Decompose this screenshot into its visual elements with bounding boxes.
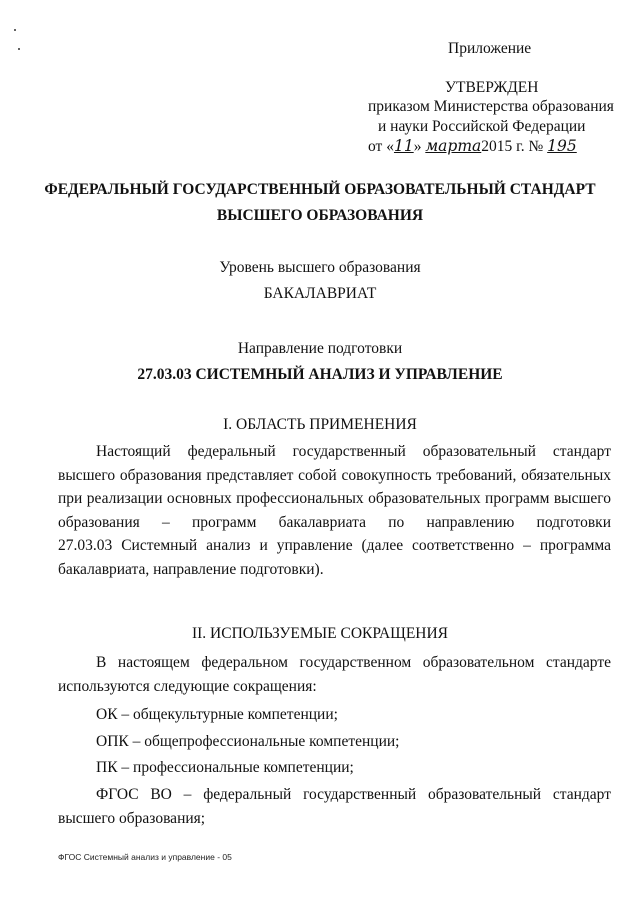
level-value: БАКАЛАВРИАТ (263, 285, 377, 302)
paragraph-line: Настоящий федеральный государственный образовательный стандарт (96, 443, 611, 460)
order-line-1: приказом Министерства образования (368, 98, 614, 115)
date-prefix: от « (368, 138, 394, 155)
abbreviation-item: ОК – общекультурные компетенции; (96, 706, 338, 723)
paragraph-line: высшего образования; (58, 809, 206, 827)
document-title-line-2: ВЫСШЕГО ОБРАЗОВАНИЯ (216, 207, 424, 224)
direction-value: 27.03.03 СИСТЕМНЫЙ АНАЛИЗ И УПРАВЛЕНИЕ (137, 366, 503, 383)
paragraph-line: используются следующие сокращения: (58, 677, 317, 695)
abbreviation-item: ПК – профессиональные компетенции; (96, 759, 354, 776)
scan-speck (14, 29, 16, 31)
date-day-handwritten: 11 (393, 137, 414, 155)
approved-label: УТВЕРЖДЕН (445, 79, 539, 96)
section-2-heading: II. ИСПОЛЬЗУЕМЫЕ СОКРАЩЕНИЯ (191, 625, 449, 642)
paragraph-line: высшего образования представляет собой совокупность требований, обязательных (58, 466, 611, 484)
document-title-line-1: ФЕДЕРАЛЬНЫЙ ГОСУДАРСТВЕННЫЙ ОБРАЗОВАТЕЛЬНЫЙ СТАНДАРТ (44, 181, 596, 198)
date-mid: » (413, 138, 422, 155)
section-1-heading: I. ОБЛАСТЬ ПРИМЕНЕНИЯ (223, 416, 417, 433)
order-line-2: и науки Российской Федерации (378, 118, 586, 135)
paragraph-line: образования – программ бакалавриата по направлению подготовки (58, 513, 611, 531)
section-2-fgos (58, 783, 611, 830)
date-year: 2015 г. № (481, 138, 544, 155)
paragraph-line: бакалавриата, направление подготовки). (58, 560, 324, 578)
section-2-intro (58, 651, 611, 698)
section-1-paragraph (58, 440, 611, 582)
paragraph-line: ФГОС ВО – федеральный государственный образовательный стандарт (96, 786, 611, 803)
level-label: Уровень высшего образования (219, 259, 421, 276)
direction-label: Направление подготовки (237, 340, 403, 357)
paragraph-line: В настоящем федеральном государственном образовательном стандарте (96, 654, 611, 671)
order-number-handwritten: 195 (547, 137, 577, 155)
date-month-handwritten: марта (425, 137, 482, 155)
paragraph-line: 27.03.03 Системный анализ и управление (далее соответственно – программа (58, 537, 611, 555)
page-footer: ФГОС Системный анализ и управление - 05 (58, 852, 232, 862)
paragraph-line: при реализации основных профессиональных образовательных программ высшего (58, 490, 611, 508)
order-date-line (368, 136, 577, 157)
abbreviation-item: ОПК – общепрофессиональные компетенции; (96, 733, 400, 750)
appendix-label: Приложение (448, 40, 532, 57)
scan-speck (18, 48, 20, 50)
